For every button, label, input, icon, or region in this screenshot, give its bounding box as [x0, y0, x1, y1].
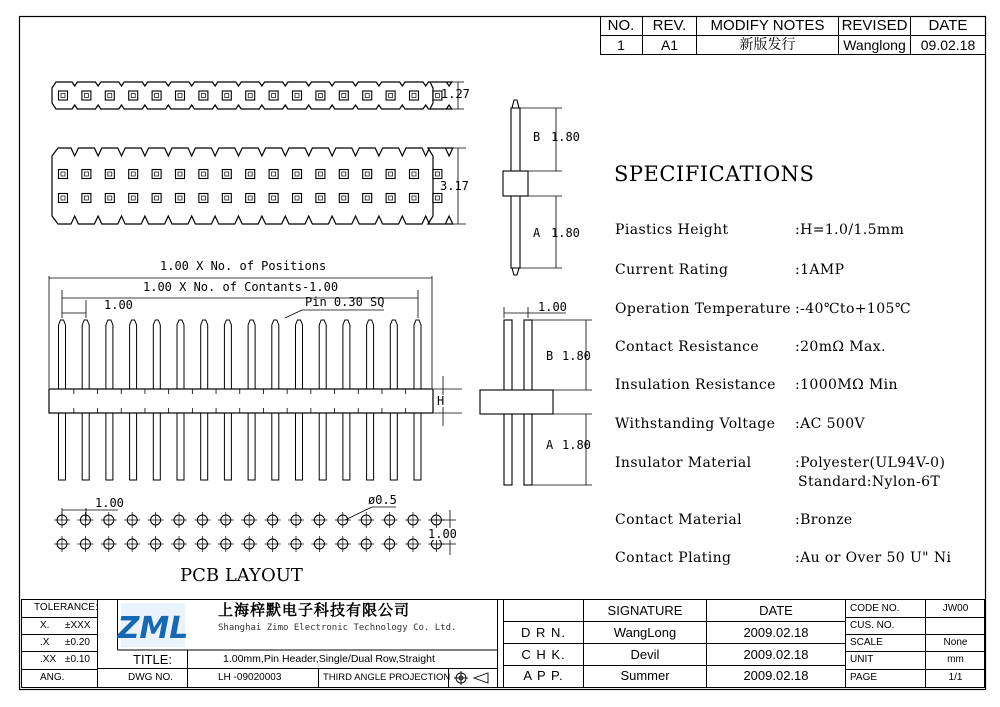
rev-header-date: DATE: [928, 17, 968, 34]
sign-date: 2009.02.18: [743, 668, 809, 683]
sign-date: 2009.02.18: [743, 647, 809, 662]
spec-value-2: Standard:Nylon-6T: [798, 474, 941, 490]
spec-value: :1AMP: [795, 262, 845, 278]
sign-name: Summer: [620, 668, 670, 683]
date-header: DATE: [759, 603, 793, 618]
pin-square-inner: [435, 172, 439, 176]
info-key: CUS. NO.: [850, 620, 895, 631]
dim-row-height: 3.17: [440, 179, 469, 193]
spec-label: Piastics Height: [615, 222, 729, 238]
spec-value: :H=1.0/1.5mm: [795, 222, 905, 238]
side-view-pin: [503, 100, 528, 275]
title-label: TITLE:: [133, 652, 173, 667]
pin-square-inner: [435, 94, 439, 98]
tolerance-value: ±0.20: [65, 637, 90, 648]
sign-role: C H K.: [521, 647, 566, 662]
spec-value: :20mΩ Max.: [795, 339, 886, 355]
pcb-holes: [54, 512, 444, 552]
pin-note: Pin 0.30 SQ: [305, 295, 385, 309]
sign-name: WangLong: [613, 625, 677, 640]
dwg-label: DWG NO.: [128, 672, 173, 683]
spec-value: :Au or Over 50 U" Ni: [795, 550, 952, 566]
info-value: 1/1: [948, 672, 963, 683]
front-housing: [49, 389, 433, 413]
spec-label: Insulator Material: [615, 455, 752, 471]
info-value: mm: [947, 654, 964, 665]
company-logo: [117, 603, 189, 647]
side2-top-value: 1.80: [562, 349, 591, 363]
side-bottom-label: A: [533, 226, 541, 240]
tolerance-key: .X: [40, 637, 50, 648]
spec-title: SPECIFICATIONS: [614, 162, 815, 186]
projection-symbol-icon: [454, 671, 488, 685]
dual-row-housing: [52, 148, 453, 224]
dim-length-positions: 1.00 X No. of Positions: [160, 259, 327, 273]
spec-value: :-40℃to+105℃: [795, 301, 911, 317]
signature-header: SIGNATURE: [607, 603, 683, 618]
pin-square: [433, 170, 442, 179]
tolerance-header: TOLERANCE:: [34, 602, 98, 613]
rev-header-notes: MODIFY NOTES: [710, 17, 825, 34]
pin-square: [433, 194, 442, 203]
side2-bottom-label: A: [546, 438, 554, 452]
spec-label: Contact Resistance: [615, 339, 760, 355]
dwg-value: LH -09020003: [218, 672, 282, 683]
logo-text: ZML: [117, 611, 189, 646]
side-view-2: [480, 320, 553, 485]
side-top-value: 1.80: [551, 130, 580, 144]
dim-height-label: H: [437, 394, 445, 408]
rev-header-no: NO.: [607, 17, 635, 34]
sign-name: Devil: [630, 647, 660, 662]
pcb-dims: [62, 507, 456, 555]
spec-label: Withstanding Voltage: [615, 416, 776, 432]
info-key: CODE NO.: [850, 603, 900, 614]
tolerance-key: .XX: [40, 654, 57, 665]
dim-length-contacts: 1.00 X No. of Contants-1.00: [143, 280, 339, 294]
info-value: JW00: [942, 603, 969, 614]
title-value: 1.00mm,Pin Header,Single/Dual Row,Straight: [223, 653, 435, 665]
info-key: UNIT: [850, 654, 874, 665]
info-value: None: [943, 637, 968, 648]
rev-row-notes: 新版发行: [739, 37, 796, 53]
side-top-label: B: [533, 130, 541, 144]
spec-label: Contact Plating: [615, 550, 732, 566]
pcb-layout-title: PCB LAYOUT: [180, 565, 303, 586]
sign-role: A P P.: [523, 668, 564, 683]
spec-value: :Polyester(UL94V-0): [795, 455, 946, 471]
company-name-en: Shanghai Zimo Electronic Technology Co. Ltd.: [218, 623, 457, 633]
spec-label: Operation Temperature: [615, 301, 791, 317]
spec-value: :Bronze: [795, 512, 853, 528]
spec-label: Current Rating: [615, 262, 729, 278]
rev-header-revised: REVISED: [841, 17, 908, 34]
pin-square-inner: [435, 196, 439, 200]
spec-value: :1000MΩ Min: [795, 377, 898, 393]
dim-pitch: 1.00: [104, 298, 133, 312]
side2-top-label: B: [546, 349, 554, 363]
spec-label: Insulation Resistance: [615, 377, 776, 393]
rev-row-rev: A1: [660, 37, 679, 53]
info-key: SCALE: [850, 637, 883, 648]
spec-value: :AC 500V: [795, 416, 866, 432]
tolerance-key: X.: [40, 620, 50, 631]
side2-pitch: 1.00: [538, 300, 567, 314]
tolerance-value: ±XXX: [65, 620, 91, 631]
pcb-pitch-x: 1.00: [95, 496, 124, 510]
sign-date: 2009.02.18: [743, 625, 809, 640]
info-key: PAGE: [850, 672, 878, 683]
spec-label: Contact Material: [615, 512, 743, 528]
rev-row-date: 09.02.18: [920, 37, 976, 53]
tolerance-ang: ANG.: [40, 672, 65, 683]
pcb-pitch-y: 1.00: [428, 527, 457, 541]
dim-pitch-single-row: 1.27: [441, 87, 470, 101]
rev-header-rev: REV.: [652, 17, 687, 34]
projection-label: THIRD ANGLE PROJECTION: [323, 672, 451, 683]
side-bottom-value: 1.80: [551, 226, 580, 240]
tolerance-value: ±0.10: [65, 654, 90, 665]
rev-row-revised: Wanglong: [843, 37, 906, 53]
side2-bottom-value: 1.80: [562, 438, 591, 452]
rev-row-no: 1: [617, 37, 625, 53]
sign-role: D R N.: [521, 625, 566, 640]
company-name-cn: 上海梓默电子科技有限公司: [218, 601, 411, 619]
pcb-hole: ø0.5: [368, 493, 397, 507]
